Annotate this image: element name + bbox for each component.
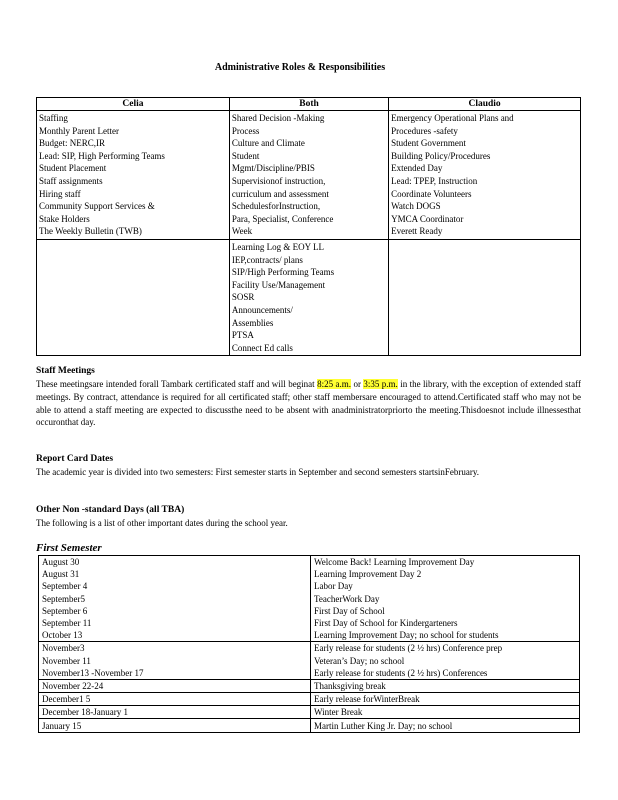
role-item: Budget: NERC,IR — [39, 138, 106, 149]
staff-meetings-title: Staff Meetings — [36, 366, 95, 376]
time-highlight-afternoon: 3:35 p.m. — [363, 379, 398, 389]
calendar-date: November 22-24 — [39, 679, 311, 692]
calendar-row — [39, 605, 580, 617]
calendar-date: December 18-January 1 — [39, 706, 311, 719]
claudio-cell — [389, 111, 581, 240]
non-standard-days-title: Other Non -standard Days (all TBA) — [36, 505, 185, 515]
calendar-row — [39, 617, 580, 629]
role-item: Everett Ready — [391, 226, 443, 237]
role-item: Announcements/ — [231, 304, 293, 315]
calendar-row — [39, 568, 580, 580]
calendar-row — [39, 679, 580, 692]
calendar-event: Thanksgiving break — [311, 679, 580, 692]
calendar-date: September 11 — [39, 617, 311, 629]
first-semester-title: First Semester — [36, 542, 102, 554]
role-item: YMCA Coordinator — [391, 213, 464, 224]
calendar-event: Learning Improvement Day 2 — [311, 568, 580, 580]
roles-row-1 — [37, 111, 581, 240]
calendar-row — [39, 629, 580, 642]
calendar-event: Labor Day — [311, 580, 580, 592]
role-item: Mgmt/Discipline/PBIS — [231, 163, 315, 174]
calendar-event: Welcome Back! Learning Improvement Day — [311, 556, 580, 569]
role-item: Week — [231, 226, 253, 237]
role-item: Emergency Operational Plans and — [391, 113, 514, 123]
calendar-event: TeacherWork Day — [311, 593, 580, 605]
role-item: SchedulesforInstruction, — [231, 201, 321, 212]
calendar-row — [39, 580, 580, 592]
time-highlight-morning: 8:25 a.m. — [317, 379, 352, 389]
role-item: Student — [231, 150, 260, 161]
role-item: PTSA — [231, 330, 254, 341]
role-item: Monthly Parent Letter — [39, 125, 119, 136]
role-item: Para, Specialist, Conference — [231, 213, 334, 224]
calendar-row — [39, 719, 580, 732]
calendar-row — [39, 667, 580, 680]
calendar-event: Early release forWinterBreak — [311, 693, 580, 706]
roles-table — [36, 97, 581, 356]
roles-header-row — [37, 98, 581, 111]
role-item: SIP/High Performing Teams — [231, 267, 335, 278]
both-cell — [229, 111, 388, 240]
calendar-date: September5 — [39, 593, 311, 605]
calendar-event: Martin Luther King Jr. Day; no school — [311, 719, 580, 732]
calendar-date: December1 5 — [39, 693, 311, 706]
roles-row-2 — [37, 239, 581, 355]
role-item: Coordinate Volunteers — [391, 188, 472, 199]
role-item: Watch DOGS — [391, 201, 441, 212]
calendar-date: November13 -November 17 — [39, 667, 311, 680]
role-item: Process — [231, 125, 260, 136]
role-item: curriculum and assessment — [231, 188, 329, 199]
role-item: The Weekly Bulletin (TWB) — [39, 226, 142, 237]
role-item: Culture and Climate — [231, 138, 305, 149]
page-title: Administrative Roles & Responsibilities — [214, 62, 386, 73]
staff-meetings-text-before: These meetingsare intended forall Tambark certificated staff and will beginat — [36, 379, 318, 389]
calendar-date: September 4 — [39, 580, 311, 592]
role-item: Building Policy/Procedures — [391, 150, 491, 161]
calendar-event: Early release for students (2 ½ hrs) Conferences — [311, 667, 580, 680]
header-claudio: Claudio — [389, 98, 581, 111]
role-item: SOSR — [231, 292, 255, 303]
both-cell-2 — [229, 239, 388, 355]
calendar-date: November 11 — [39, 655, 311, 667]
claudio-cell-2 — [389, 239, 581, 355]
report-cards-text: The academic year is divided into two semesters: First semester starts in September and second semesters startsinFebruary. — [36, 467, 480, 477]
report-cards-title: Report Card Dates — [36, 454, 114, 464]
role-item: Stake Holders — [39, 213, 90, 224]
role-item: Learning Log & EOY LL — [231, 241, 325, 252]
header-both: Both — [229, 98, 388, 111]
celia-cell — [37, 111, 230, 240]
calendar-event: Learning Improvement Day; no school for students — [311, 629, 580, 642]
role-item: Connect Ed calls — [231, 342, 293, 353]
header-celia: Celia — [37, 98, 230, 111]
first-semester-table — [38, 555, 580, 733]
calendar-row — [39, 655, 580, 667]
role-item: IEP,contracts/ plans — [231, 254, 303, 265]
role-item: Assemblies — [231, 317, 274, 328]
role-item: Shared Decision -Making — [231, 113, 325, 123]
celia-cell-2 — [37, 239, 230, 355]
role-item: Staffing — [39, 113, 68, 123]
staff-meetings-text-after: in the library, with the exception of extended staff meetings. By contract, attendance is required for all certificated staff; other staff membersare encouraged to attend.Certificated staff who may not be able to attend a staff meeting are expected to discussthe need to be absent with anadministratorpriorto the meeting.Thisdoesnot include illnessesthat occuronthat day. — [36, 379, 581, 428]
calendar-row — [39, 556, 580, 569]
role-item: Community Support Services & — [39, 201, 155, 212]
role-item: Student Government — [391, 138, 466, 149]
calendar-date: September 6 — [39, 605, 311, 617]
role-item: Supervisionof instruction, — [231, 175, 326, 186]
calendar-event: Winter Break — [311, 706, 580, 719]
role-item: Student Placement — [39, 163, 107, 174]
calendar-date: November3 — [39, 642, 311, 655]
non-standard-days-text: The following is a list of other important dates during the school year. — [36, 518, 288, 528]
calendar-date: August 31 — [39, 568, 311, 580]
calendar-event: First Day of School — [311, 605, 580, 617]
calendar-row — [39, 693, 580, 706]
role-item: Extended Day — [391, 163, 443, 174]
calendar-event: First Day of School for Kindergarteners — [311, 617, 580, 629]
calendar-date: January 15 — [39, 719, 311, 732]
role-item: Lead: SIP, High Performing Teams — [39, 150, 165, 161]
calendar-row — [39, 642, 580, 655]
calendar-event: Veteran’s Day; no school — [311, 655, 580, 667]
calendar-date: October 13 — [39, 629, 311, 642]
staff-meetings-or: or — [351, 379, 364, 389]
role-item: Procedures -safety — [391, 125, 458, 136]
role-item: Facility Use/Management — [231, 279, 326, 290]
staff-meetings-text — [36, 378, 581, 429]
calendar-row — [39, 593, 580, 605]
role-item: Lead: TPEP, Instruction — [391, 175, 478, 186]
calendar-event: Early release for students (2 ½ hrs) Conference prep — [311, 642, 580, 655]
calendar-row — [39, 706, 580, 719]
calendar-date: August 30 — [39, 556, 311, 569]
role-item: Hiring staff — [39, 188, 81, 199]
role-item: Staff assignments — [39, 175, 103, 186]
